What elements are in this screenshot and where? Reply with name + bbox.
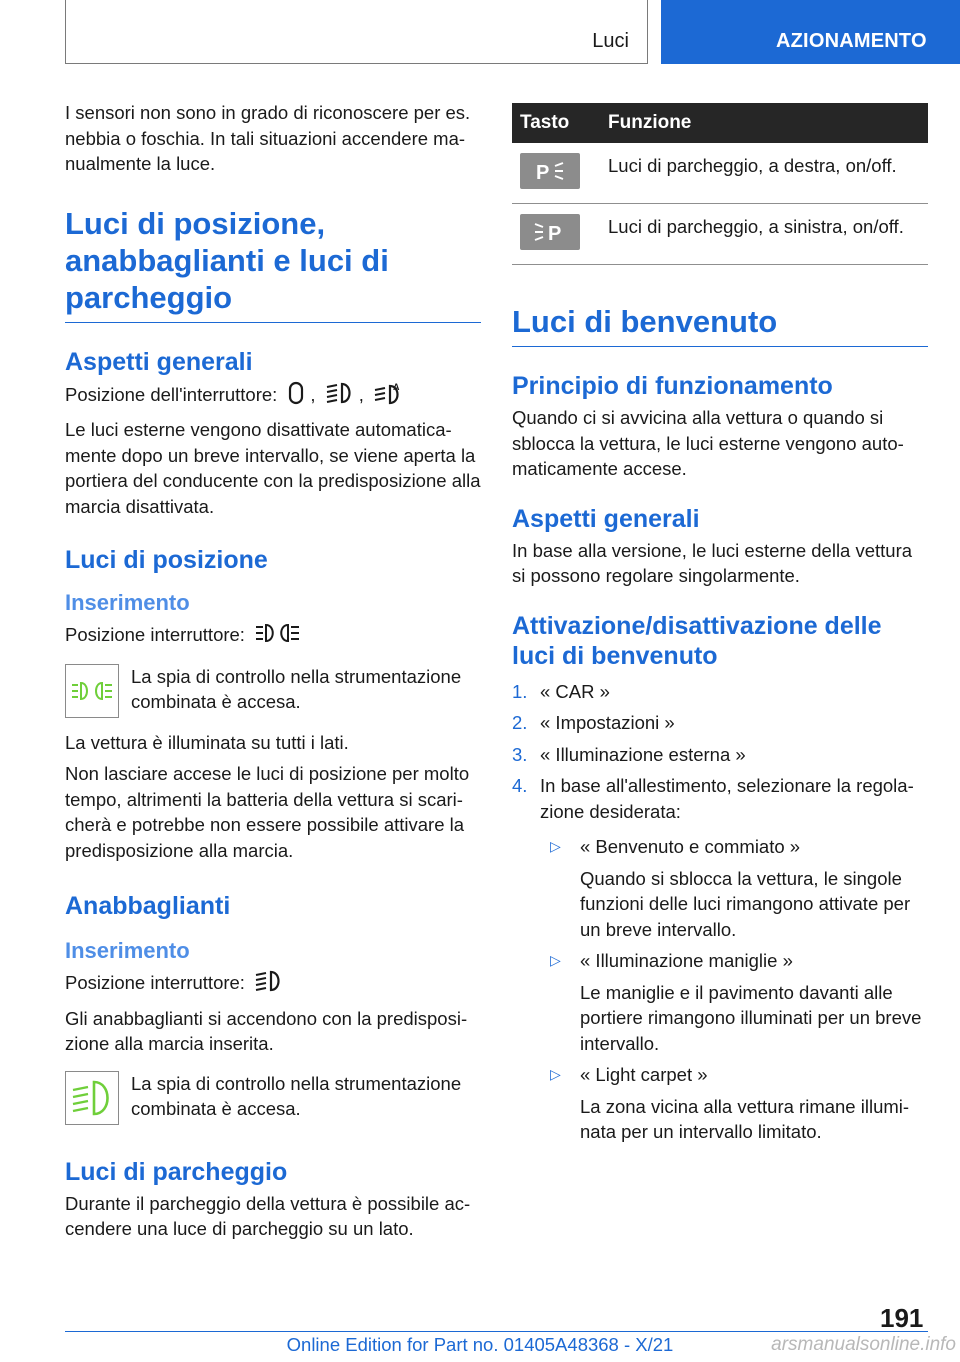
general-welcome-paragraph: In base alla versione, le luci esterne della vettura si possono regolare singolarmente. [512, 539, 913, 586]
heading-general-aspects: Aspetti generali [65, 347, 253, 376]
position-lit-paragraph: La vettura è illuminata su tutti i lati. [65, 731, 349, 753]
lowbeam-indicator-row [65, 1071, 481, 1125]
footer-edition: Online Edition for Part no. 01405A48368 - X/21 [286, 1334, 674, 1355]
list-item: 3. « Illuminazione esterna » [512, 743, 746, 765]
right-column [512, 103, 928, 1145]
auto-light-off-icon [286, 381, 306, 412]
table-header-key: Tasto [512, 103, 600, 143]
page-number: 191 [880, 1303, 924, 1333]
header-section-title: Luci [592, 30, 629, 52]
heading-low-beam: Anabbaglianti [65, 892, 231, 920]
parking-light-right-button[interactable] [520, 153, 580, 189]
lowbeam-switch-line: Posizione interruttore: [65, 969, 481, 1000]
auto-off-paragraph: Le luci esterne vengono disattivate automaticamente dopo un breve intervallo, se viene aperta la portiera del conducente con la predisposizione alla marcia disattivata. [65, 419, 481, 517]
low-beam-switch-icon [325, 381, 355, 412]
position-indicator-row [65, 664, 481, 718]
low-beam-indicator-icon [65, 1071, 119, 1125]
steps-list [512, 679, 928, 825]
list-item: 4. In base all'allestimento, selezionare la regolazione desiderata: [512, 775, 914, 822]
heading-parking-lights: Luci di parcheggio [65, 1157, 288, 1186]
list-item: ▷ « Light carpet » La zona vicina alla vettura rimane illuminata per un intervallo limitato. [540, 1062, 928, 1145]
position-switch-line: Posizione interruttore: [65, 621, 481, 652]
svg-text:P: P [536, 162, 550, 184]
svg-text:P: P [548, 223, 562, 245]
table-cell-function: Luci di parcheggio, a sinistra, on/off. [600, 204, 928, 265]
watermark: arsmanualsonline.info [771, 1334, 956, 1355]
footer-divider [65, 1331, 928, 1332]
table-cell-function: Luci di parcheggio, a destra, on/off. [600, 143, 928, 204]
parking-paragraph: Durante il parcheggio della vettura è possibile accendere una luce di parcheggio su un lato. [65, 1192, 471, 1239]
principle-paragraph: Quando ci si avvicina alla vettura o quando si sblocca la vettura, le luci esterne vengono automaticamente accese. [512, 407, 904, 479]
table-header-row [512, 103, 928, 143]
section-title-welcome: Luci di benvenuto [512, 303, 928, 347]
left-column [65, 100, 481, 1242]
list-item: ▷ « Illuminazione maniglie » Le maniglie e il pavimento davanti alle portiere rimangono illuminati per un breve intervallo. [540, 948, 928, 1056]
position-lights-indicator-icon [65, 664, 119, 718]
list-item: ▷ « Benvenuto e commiato » Quando si sblocca la vettura, le singole funzioni delle luci rimangono attivate per un breve intervallo. [540, 834, 928, 942]
section-title-lights: Luci di posizione, anabbaglianti e luci di parcheggio [65, 205, 481, 323]
heading-principle: Principio di funzionamento [512, 372, 833, 400]
options-list [512, 834, 928, 1145]
parking-keys-table [512, 103, 928, 265]
heading-general-aspects-welcome: Aspetti generali [512, 504, 700, 533]
position-indicator-text: La spia di controllo nella strumentazione combinata è accesa. [131, 665, 462, 712]
bullet-triangle-icon: ▷ [550, 838, 561, 854]
bullet-triangle-icon: ▷ [550, 952, 561, 968]
bullet-triangle-icon: ▷ [550, 1066, 561, 1082]
list-item: 1. « CAR » [512, 680, 610, 702]
switch-position-label: Posizione dell'interruttore: [65, 383, 278, 405]
header-section-box [65, 0, 648, 64]
table-row [512, 143, 928, 204]
parking-light-right-icon [530, 158, 570, 184]
list-item: 2. « Impostazioni » [512, 712, 675, 733]
subheading-activation-position: Inserimento [65, 590, 190, 615]
lowbeam-paragraph: Gli anabbaglianti si accendono con la predisposizione alla marcia inserita. [65, 1007, 468, 1054]
svg-text:A: A [392, 381, 400, 392]
parking-light-left-icon [530, 219, 570, 245]
position-battery-warning: Non lasciare accese le luci di posizione per molto tempo, altrimenti la batteria della vettura si scaricherà e potrebbe non essere possibile attivare la predisposizione alla marcia. [65, 763, 470, 861]
subheading-activation-lowbeam: Inserimento [65, 938, 190, 963]
lowbeam-indicator-text: La spia di controllo nella strumentazione combinata è accesa. [131, 1072, 462, 1119]
intro-paragraph: I sensori non sono in grado di riconoscere per es. nebbia o foschia. In tali situazioni accendere manualmente la luce. [65, 102, 471, 174]
header-chapter-tab: AZIONAMENTO [661, 0, 960, 64]
position-lights-switch-icon [254, 621, 302, 652]
parking-light-left-button[interactable] [520, 214, 580, 250]
heading-activation-welcome: Attivazione/disattivazione delle luci di benvenuto [512, 611, 882, 670]
low-beam-switch-icon [254, 969, 284, 1000]
auto-headlight-icon [373, 381, 403, 412]
table-header-function: Funzione [600, 103, 928, 143]
switch-positions-line: Posizione dell'interruttore: , , A [65, 381, 481, 412]
table-row [512, 204, 928, 265]
heading-position-lights: Luci di posizione [65, 546, 268, 574]
